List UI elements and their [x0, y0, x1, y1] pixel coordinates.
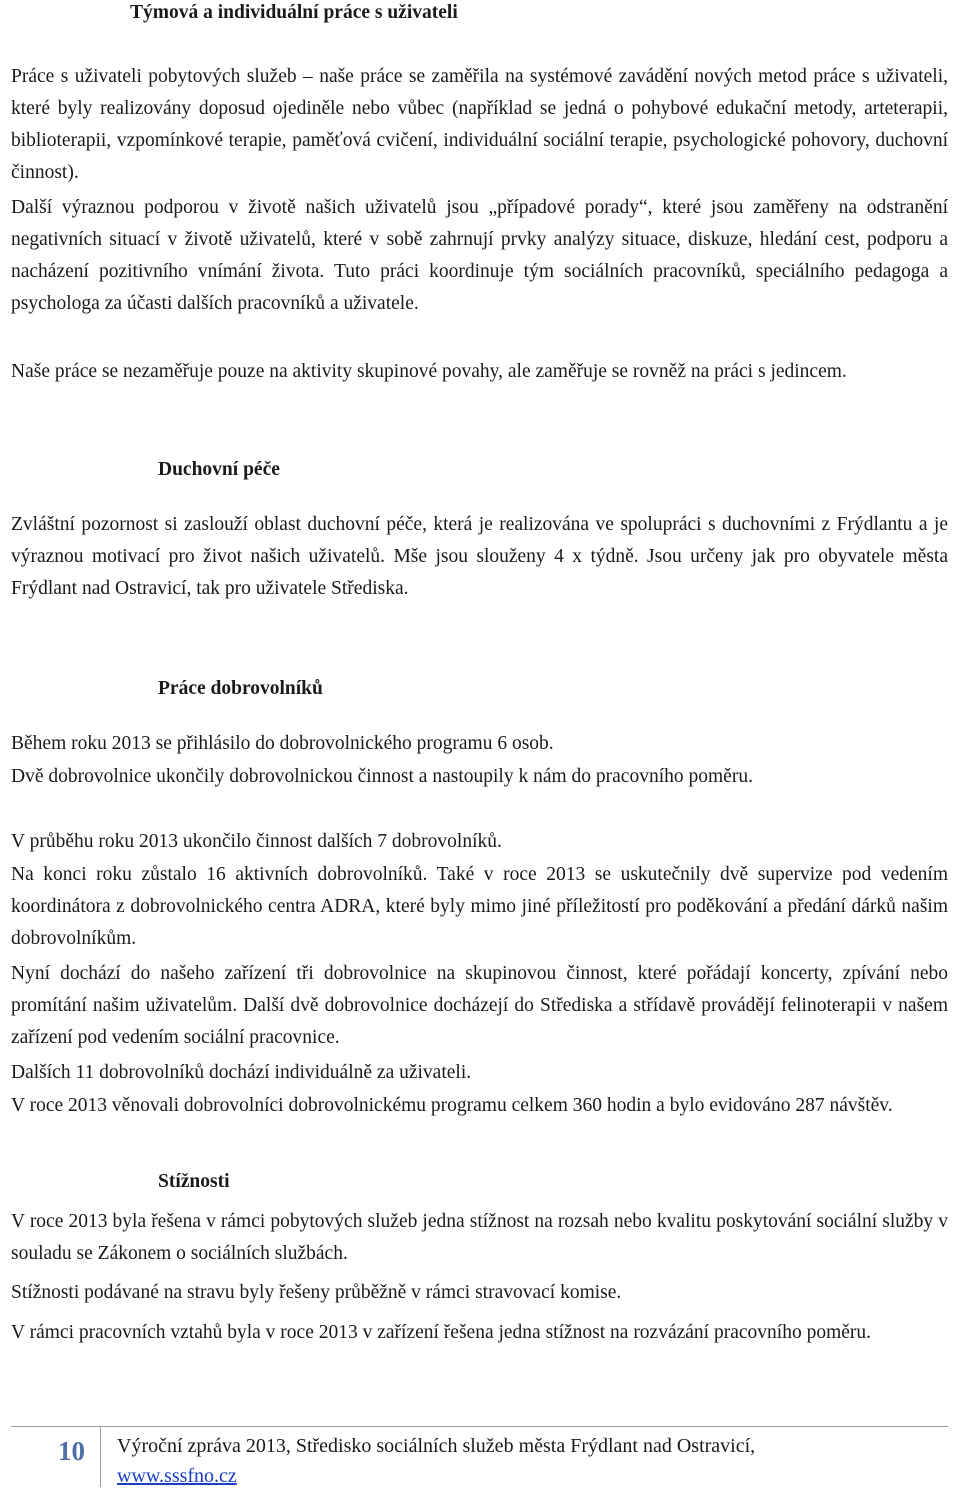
paragraph-volunteers-3: V průběhu roku 2013 ukončilo činnost dalších 7 dobrovolníků. [11, 831, 502, 852]
footer-text [117, 1431, 947, 1491]
heading-complaints: Stížnosti [158, 1171, 230, 1192]
paragraph-spiritual-1: Zvláštní pozornost si zaslouží oblast duchovní péče, která je realizována ve spolupráci s duchovními z Frýdlantu a je výraznou motivací pro život našich uživatelů. Mše jsou slouženy 4 x týdně. Jsou určeny jak pro obyvatele města Frýdlant nad Ostravicí, tak pro uživatele Střediska. [11, 514, 948, 599]
paragraph-volunteers-1: Během roku 2013 se přihlásilo do dobrovolnického programu 6 osob. [11, 733, 554, 754]
page-number: 10 [58, 1436, 85, 1466]
footer-website-link[interactable]: www.sssfno.cz [117, 1465, 237, 1487]
heading-volunteers: Práce dobrovolníků [158, 678, 323, 699]
paragraph-volunteers-2: Dvě dobrovolnice ukončily dobrovolnickou činnost a nastoupily k nám do pracovního poměru. [11, 766, 753, 787]
footer-divider [11, 1426, 948, 1427]
paragraph-volunteers-7: V roce 2013 věnovali dobrovolníci dobrovolnickému programu celkem 360 hodin a bylo evidováno 287 návštěv. [11, 1095, 893, 1116]
paragraph-complaints-2: Stížnosti podávané na stravu byly řešeny průběžně v rámci stravovací komise. [11, 1282, 622, 1303]
footer-vertical-divider [100, 1427, 101, 1487]
paragraph-volunteers-5: Nyní dochází do našeho zařízení tři dobrovolnice na skupinovou činnost, které pořádají koncerty, zpívání nebo promítání našim uživatelům. Další dvě dobrovolnice docházejí do Střediska a střídavě provádějí felinoterapii v našem zařízení pod vedením sociální pracovnice. [11, 963, 948, 1048]
paragraph-individual-1: Práce s uživateli pobytových služeb – naše práce se zaměřila na systémové zavádění nových metod práce s uživateli, které byly realizovány doposud ojediněle nebo vůbec (například se jedná o pohybové edukační metody, arteterapii, biblioterapii, vzpomínkové terapie, paměťová cvičení, individuální sociální terapie, psychologické pohovory, duchovní činnost). [11, 66, 948, 183]
paragraph-complaints-3: V rámci pracovních vztahů byla v roce 2013 v zařízení řešena jedna stížnost na rozvázání pracovního poměru. [11, 1322, 872, 1343]
paragraph-individual-3: Naše práce se nezaměřuje pouze na aktivity skupinové povahy, ale zaměřuje se rovněž na práci s jedincem. [11, 361, 847, 382]
heading-spiritual-care: Duchovní péče [158, 459, 280, 480]
footer-report-title: Výroční zpráva 2013, Středisko sociálních služeb města Frýdlant nad Ostravicí, [117, 1435, 756, 1457]
paragraph-individual-2: Další výraznou podporou v životě našich uživatelů jsou „případové porady“, které jsou zaměřeny na odstranění negativních situací v životě uživatelů, které v sobě zahrnují prvky analýzy situace, diskuze, hledání cest, podporu a nacházení pozitivního vnímání života. Tuto práci koordinuje tým sociálních pracovníků, speciálního pedagoga a psychologa za účasti dalších pracovníků a uživatele. [11, 197, 948, 314]
heading-individual-work: Týmová a individuální práce s uživateli [130, 2, 458, 23]
paragraph-complaints-1: V roce 2013 byla řešena v rámci pobytových služeb jedna stížnost na rozsah nebo kvalitu poskytování sociální služby v souladu se Zákonem o sociálních službách. [11, 1211, 948, 1264]
paragraph-volunteers-4: Na konci roku zůstalo 16 aktivních dobrovolníků. Také v roce 2013 se uskutečnily dvě supervize pod vedením koordinátora z dobrovolnického centra ADRA, které byly mimo jiné příležitostí pro poděkování a předání dárků našim dobrovolníkům. [11, 864, 948, 949]
paragraph-volunteers-6: Dalších 11 dobrovolníků dochází individuálně za uživateli. [11, 1062, 472, 1083]
